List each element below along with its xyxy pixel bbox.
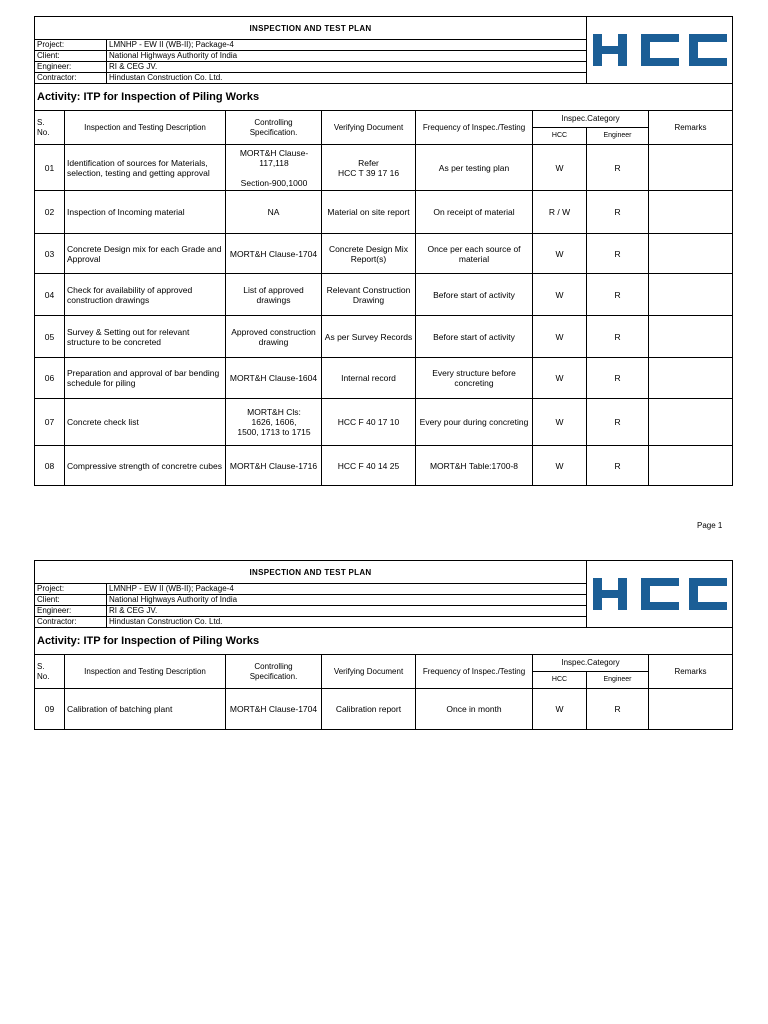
row-sno: 03 (35, 234, 65, 274)
row-sno: 05 (35, 316, 65, 358)
col-spec: Controlling Specification. (226, 655, 322, 689)
row-sno: 04 (35, 274, 65, 316)
table-row (35, 446, 733, 486)
row-sno: 01 (35, 145, 65, 191)
row-doc: As per Survey Records (322, 316, 416, 358)
row-frequency: On receipt of material (416, 191, 533, 234)
row-remarks (649, 358, 733, 399)
col-hcc: HCC (533, 128, 587, 145)
table-row (35, 689, 733, 730)
contractor-label: Contractor: (35, 73, 107, 84)
col-sno: S. No. (35, 111, 65, 145)
project-label: Project: (35, 40, 107, 51)
row-spec: Approved construction drawing (226, 316, 322, 358)
row-engineer: R (587, 234, 649, 274)
itp-header-table (34, 560, 733, 655)
row-description: Preparation and approval of bar bending schedule for piling (65, 358, 226, 399)
row-doc: Material on site report (322, 191, 416, 234)
col-category: Inspec.Category (533, 655, 649, 672)
row-doc: HCC F 40 17 10 (322, 399, 416, 446)
doc-title: INSPECTION AND TEST PLAN (35, 17, 587, 40)
row-description: Inspection of Incoming material (65, 191, 226, 234)
client-value: National Highways Authority of India (107, 51, 587, 62)
row-spec: MORT&H Cls: 1626, 1606, 1500, 1713 to 1715 (226, 399, 322, 446)
project-value: LMNHP - EW II (WB-II); Package-4 (107, 584, 587, 595)
engineer-value: RI & CEG JV. (107, 606, 587, 617)
row-remarks (649, 446, 733, 486)
row-description: Survey & Setting out for relevant structure to be concreted (65, 316, 226, 358)
itp-sheet-2 (34, 560, 732, 730)
contractor-label: Contractor: (35, 617, 107, 628)
row-sno: 09 (35, 689, 65, 730)
row-doc: HCC F 40 14 25 (322, 446, 416, 486)
itp-sheet-1 (34, 16, 732, 486)
row-doc: Refer HCC T 39 17 16 (322, 145, 416, 191)
row-hcc: R / W (533, 191, 587, 234)
engineer-label: Engineer: (35, 62, 107, 73)
row-engineer: R (587, 399, 649, 446)
itp-header-table (34, 16, 733, 111)
table-row (35, 145, 733, 191)
row-hcc: W (533, 274, 587, 316)
hcc-logo (593, 578, 727, 610)
row-doc: Internal record (322, 358, 416, 399)
row-engineer: R (587, 145, 649, 191)
table-row (35, 399, 733, 446)
row-spec: List of approved drawings (226, 274, 322, 316)
row-sno: 08 (35, 446, 65, 486)
row-frequency: Once in month (416, 689, 533, 730)
row-spec: NA (226, 191, 322, 234)
logo-cell (587, 17, 733, 84)
col-engineer: Engineer (587, 128, 649, 145)
table-row (35, 191, 733, 234)
row-doc: Concrete Design Mix Report(s) (322, 234, 416, 274)
col-hcc: HCC (533, 672, 587, 689)
table-row (35, 358, 733, 399)
row-engineer: R (587, 689, 649, 730)
row-spec: MORT&H Clause-1704 (226, 689, 322, 730)
row-description: Concrete check list (65, 399, 226, 446)
row-remarks (649, 234, 733, 274)
engineer-label: Engineer: (35, 606, 107, 617)
row-frequency: Once per each source of material (416, 234, 533, 274)
row-sno: 02 (35, 191, 65, 234)
row-remarks (649, 316, 733, 358)
row-doc: Calibration report (322, 689, 416, 730)
row-frequency: Every pour during concreting (416, 399, 533, 446)
row-description: Calibration of batching plant (65, 689, 226, 730)
client-label: Client: (35, 595, 107, 606)
row-frequency: MORT&H Table:1700-8 (416, 446, 533, 486)
col-description: Inspection and Testing Description (65, 655, 226, 689)
row-description: Compressive strength of concretre cubes (65, 446, 226, 486)
row-spec: MORT&H Clause-1716 (226, 446, 322, 486)
row-engineer: R (587, 191, 649, 234)
col-description: Inspection and Testing Description (65, 111, 226, 145)
page-number: Page 1 (697, 521, 723, 530)
itp-table (34, 654, 733, 730)
activity-title: Activity: ITP for Inspection of Piling Works (35, 84, 733, 111)
hcc-logo (593, 34, 727, 66)
col-remarks: Remarks (649, 111, 733, 145)
row-remarks (649, 274, 733, 316)
engineer-value: RI & CEG JV. (107, 62, 587, 73)
row-engineer: R (587, 274, 649, 316)
table-row (35, 274, 733, 316)
col-engineer: Engineer (587, 672, 649, 689)
logo-cell (587, 561, 733, 628)
client-value: National Highways Authority of India (107, 595, 587, 606)
row-remarks (649, 191, 733, 234)
row-remarks (649, 399, 733, 446)
client-label: Client: (35, 51, 107, 62)
col-remarks: Remarks (649, 655, 733, 689)
row-hcc: W (533, 689, 587, 730)
contractor-value: Hindustan Construction Co. Ltd. (107, 617, 587, 628)
row-doc: Relevant Construction Drawing (322, 274, 416, 316)
contractor-value: Hindustan Construction Co. Ltd. (107, 73, 587, 84)
col-freq: Frequency of Inspec./Testing (416, 655, 533, 689)
itp-table (34, 110, 733, 486)
row-frequency: Every structure before concreting (416, 358, 533, 399)
project-label: Project: (35, 584, 107, 595)
col-doc: Verifying Document (322, 111, 416, 145)
row-engineer: R (587, 358, 649, 399)
col-doc: Verifying Document (322, 655, 416, 689)
row-description: Check for availability of approved construction drawings (65, 274, 226, 316)
table-row (35, 234, 733, 274)
row-remarks (649, 689, 733, 730)
activity-title: Activity: ITP for Inspection of Piling Works (35, 628, 733, 655)
row-hcc: W (533, 316, 587, 358)
row-engineer: R (587, 316, 649, 358)
row-remarks (649, 145, 733, 191)
row-frequency: As per testing plan (416, 145, 533, 191)
row-spec: MORT&H Clause-1604 (226, 358, 322, 399)
col-spec: Controlling Specification. (226, 111, 322, 145)
row-frequency: Before start of activity (416, 274, 533, 316)
row-engineer: R (587, 446, 649, 486)
row-hcc: W (533, 446, 587, 486)
row-hcc: W (533, 399, 587, 446)
row-description: Concrete Design mix for each Grade and Approval (65, 234, 226, 274)
doc-title: INSPECTION AND TEST PLAN (35, 561, 587, 584)
row-spec: MORT&H Clause-1704 (226, 234, 322, 274)
row-hcc: W (533, 145, 587, 191)
project-value: LMNHP - EW II (WB-II); Package-4 (107, 40, 587, 51)
row-hcc: W (533, 234, 587, 274)
row-hcc: W (533, 358, 587, 399)
row-spec: MORT&H Clause- 117,118 Section-900,1000 (226, 145, 322, 191)
row-sno: 06 (35, 358, 65, 399)
row-sno: 07 (35, 399, 65, 446)
col-sno: S. No. (35, 655, 65, 689)
col-freq: Frequency of Inspec./Testing (416, 111, 533, 145)
col-category: Inspec.Category (533, 111, 649, 128)
row-description: Identification of sources for Materials, selection, testing and getting approval (65, 145, 226, 191)
row-frequency: Before start of activity (416, 316, 533, 358)
table-row (35, 316, 733, 358)
